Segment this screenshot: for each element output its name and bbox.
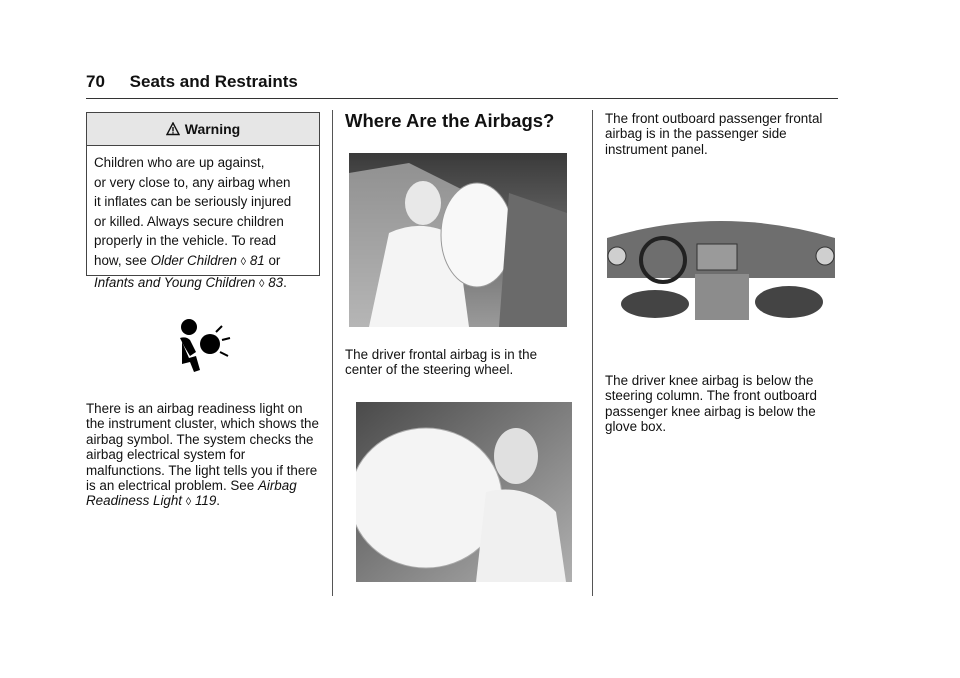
- front-passenger-airbag-text: The front outboard passenger frontal airbag is in the passenger side instrument panel.: [605, 111, 823, 157]
- section-title: Seats and Restraints: [129, 72, 298, 91]
- warning-line: [94, 273, 312, 295]
- dashboard-knee-airbag-illustration: [603, 208, 839, 332]
- warning-header: [87, 113, 319, 146]
- page-header: [86, 72, 298, 92]
- page-ref-arrow-icon: ◊: [259, 277, 265, 290]
- warning-ref-suffix: or: [264, 252, 281, 268]
- warning-text: [87, 146, 319, 294]
- page-ref-arrow-icon: ◊: [240, 255, 247, 268]
- readiness-paragraph: [86, 401, 322, 511]
- driver-airbag-illustration: [349, 153, 567, 327]
- ref-page-81[interactable]: 81: [249, 252, 265, 268]
- warning-line: [94, 251, 312, 273]
- ref-airbag-readiness-light[interactable]: Airbag Readiness Light: [86, 478, 297, 509]
- readiness-text: There is an airbag readiness light on the instrument cluster, which shows the airbag symbol. The system checks the airbag electrical system for malfunctions. The light tells you if there is an electrical problem. See: [86, 401, 319, 494]
- warning-line: or very close to, any airbag when: [94, 174, 291, 190]
- warning-title: Warning: [184, 121, 241, 137]
- ref-infants-young-children[interactable]: Infants and Young Children: [94, 274, 256, 290]
- header-rule: [86, 98, 838, 99]
- warning-ref-end: .: [283, 274, 287, 290]
- passenger-airbag-illustration: [356, 402, 572, 582]
- airbag-readiness-symbol-icon: [176, 318, 232, 374]
- warning-line: Children who are up against,: [94, 155, 265, 170]
- warning-triangle-icon: [166, 122, 180, 136]
- page-ref-arrow-icon: ◊: [185, 496, 192, 509]
- warning-line: properly in the vehicle. To read: [94, 233, 277, 249]
- ref-page-83[interactable]: 83: [268, 274, 284, 290]
- column-divider-2: [592, 110, 593, 596]
- ref-older-children[interactable]: Older Children: [150, 252, 237, 268]
- readiness-end: .: [216, 493, 221, 509]
- page-number: 70: [86, 72, 105, 91]
- warning-line: it inflates can be seriously injured: [94, 194, 292, 210]
- warning-ref-prefix: how, see: [94, 252, 151, 268]
- driver-airbag-caption: The driver frontal airbag is in the center of the steering wheel.: [345, 347, 538, 378]
- section-heading: Where Are the Airbags?: [345, 110, 555, 131]
- ref-page-119[interactable]: 119: [194, 493, 217, 509]
- warning-box: [86, 112, 320, 290]
- column-divider-1: [332, 110, 333, 596]
- knee-airbag-text: The driver knee airbag is below the steering column. The front outboard passenger knee airbag is below the glove box.: [605, 373, 817, 435]
- warning-line: or killed. Always secure children: [94, 213, 284, 229]
